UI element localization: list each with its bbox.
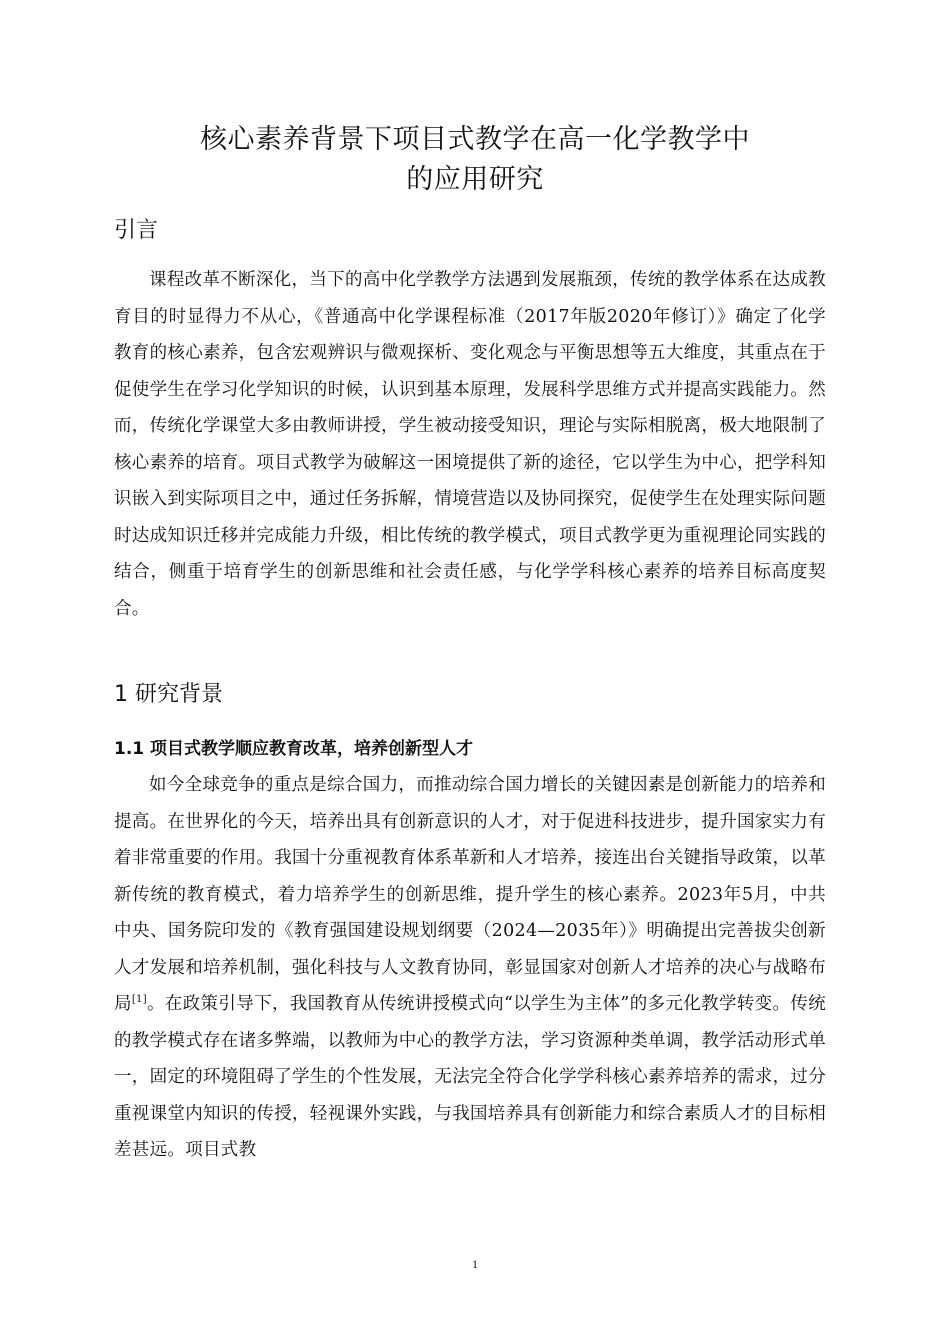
- subsection-1-1-paragraph: [114, 767, 826, 1169]
- intro-paragraph: 课程改革不断深化，当下的高中化学教学方法遇到发展瓶颈，传统的教学体系在达成教育目的时显得力不从心，《普通高中化学课程标准（2017年版2020年修订）》确定了化学教育的核心素养，包含宏观辨识与微观探析、变化观念与平衡思想等五大维度，其重点在于促使学生在学习化学知识的时候，认识到基本原理，发展科学思维方式并提高实践能力。然而，传统化学课堂大多由教师讲授，学生被动接受知识，理论与实际相脱离，极大地限制了核心素养的培育。项目式教学为破解这一困境提供了新的途径，它以学生为中心，把学科知识嵌入到实际项目之中，通过任务拆解，情境营造以及协同探究，促使学生在处理实际问题时达成知识迁移并完成能力升级，相比传统的教学模式，项目式教学更为重视理论同实践的结合，侧重于培育学生的创新思维和社会责任感，与化学学科核心素养的培养目标高度契合。: [114, 270, 826, 619]
- paper-title-line-2: 的应用研究: [406, 164, 544, 195]
- citation-reference[interactable]: [1]: [131, 994, 147, 1006]
- paragraph-text-part-2: 。在政策引导下，我国教育从传统讲授模式向“以学生为主体”的多元化教学转变。传统的教学模式存在诸多弊端，以教师为中心的教学方法，学习资源种类单调，教学活动形式单一，固定的环境阻碍了学生的个性发展，无法完全符合化学学科核心素养培养的需求，过分重视课堂内知识的传授，轻视课外实践，与我国培养具有创新能力和综合素质人才的目标相差甚远。项目式教: [114, 994, 826, 1160]
- intro-heading: 引言: [114, 218, 159, 243]
- paragraph-text-part-1: 如今全球竞争的重点是综合国力，而推动综合国力增长的关键因素是创新能力的培养和提高。在世界化的今天，培养出具有创新意识的人才，对于促进科技进步，提升国家实力有着非常重要的作用。我国十分重视教育体系革新和人才培养，接连出台关键指导政策，以革新传统的教育模式，着力培养学生的创新思维，提升学生的核心素养。2023年5月，中共中央、国务院印发的《教育强国建设规划纲要（2024—2035年）》明确提出完善拔尖创新人才发展和培养机制，强化科技与人文教育协同，彰显国家对创新人才培养的决心与战略布局: [114, 775, 826, 1014]
- page-number: 1: [472, 1257, 478, 1271]
- section-1-heading: 1 研究背景: [114, 682, 223, 707]
- paper-title-line-1: 核心素养背景下项目式教学在高一化学教学中: [200, 124, 750, 155]
- subsection-1-1-heading: 1.1 项目式教学顺应教育改革，培养创新型人才: [114, 739, 474, 759]
